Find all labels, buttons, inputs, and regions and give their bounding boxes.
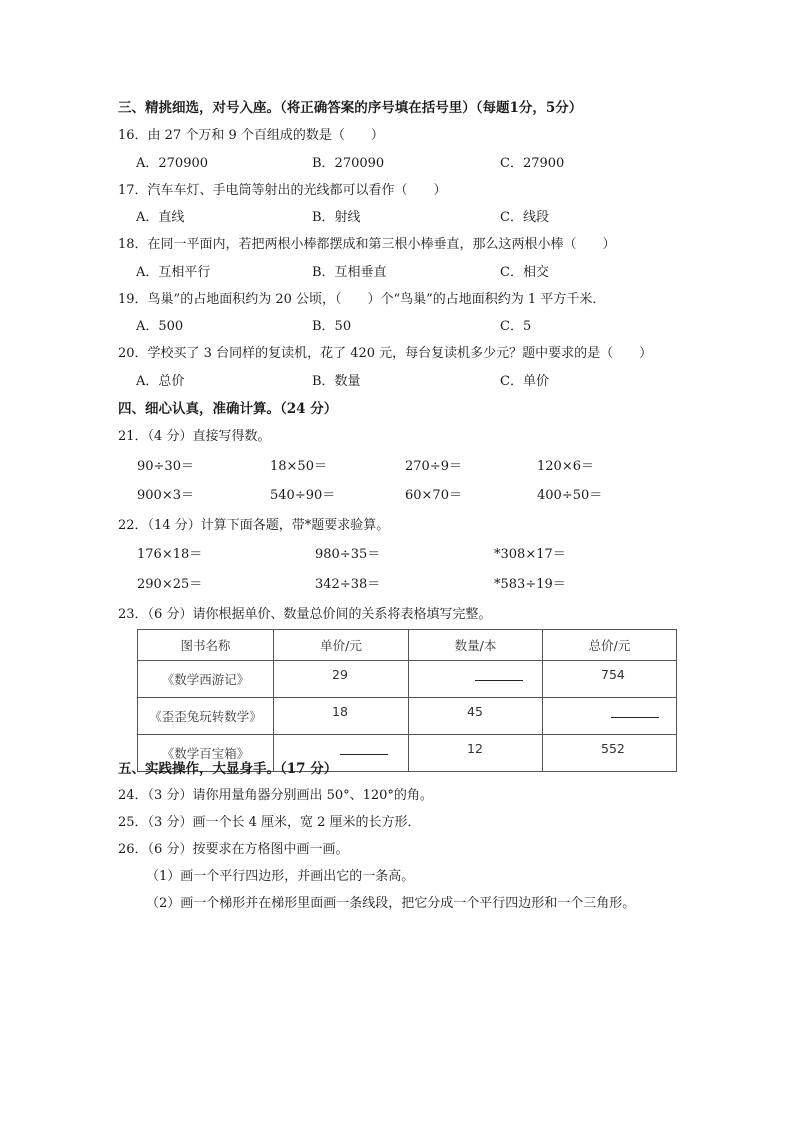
table-row	[138, 661, 677, 698]
answer-blank[interactable]	[340, 741, 388, 755]
question-25: 25．（3 分）画一个长 4 厘米，宽 2 厘米的长方形．	[118, 815, 421, 830]
answer-blank[interactable]	[475, 667, 523, 681]
question-23: 23．（6 分）请你根据单价、数量总价间的关系将表格填写完整。	[118, 607, 492, 622]
question-16: 16．由 27 个万和 9 个百组成的数是（ ）	[118, 128, 384, 143]
quantity-blank-cell[interactable]	[409, 661, 543, 698]
quantity-cell: 12	[409, 735, 543, 772]
table-header-row	[138, 630, 677, 661]
unit-price-cell: 29	[274, 661, 409, 698]
q21-item: 90÷30＝	[137, 459, 194, 474]
q17-option-c: C．线段	[500, 210, 549, 225]
q21-item: 120×6＝	[537, 459, 594, 474]
q19-option-b: B．50	[312, 319, 352, 334]
section-5-title: 五、实践操作，大显身手。（17 分）	[118, 761, 338, 777]
q17-option-a: A．直线	[136, 210, 185, 225]
q22-item: 176×18＝	[137, 547, 203, 562]
section-3-title: 三、精挑细选，对号入座。（将正确答案的序号填在括号里）（每题1分，5分）	[118, 100, 583, 116]
book-price-table	[137, 629, 677, 772]
total-blank-cell[interactable]	[543, 698, 677, 735]
q21-item: 540÷90＝	[270, 488, 336, 503]
q19-option-a: A．500	[136, 319, 184, 334]
q21-item: 270÷9＝	[405, 459, 462, 474]
q20-option-c: C．单价	[500, 374, 549, 389]
question-26-part-1: （1）画一个平行四边形，并画出它的一条高。	[146, 869, 415, 884]
question-24: 24．（3 分）请你用量角器分别画出 50°、120°的角。	[118, 788, 433, 803]
total-price-cell: 754	[543, 661, 677, 698]
q16-option-b: B．270090	[312, 156, 385, 171]
book-name-cell: 《数学西游记》	[138, 661, 274, 698]
q20-option-a: A．总价	[136, 374, 185, 389]
q20-option-b: B．数量	[312, 374, 361, 389]
table-header: 图书名称	[138, 630, 274, 661]
q22-item: 980÷35＝	[315, 547, 381, 562]
unit-price-cell: 18	[274, 698, 409, 735]
q16-option-c: C．27900	[500, 156, 565, 171]
question-26: 26．（6 分）按要求在方格图中画一画。	[118, 842, 349, 857]
question-17: 17．汽车车灯、手电筒等射出的光线都可以看作（ ）	[118, 183, 447, 198]
q21-item: 60×70＝	[405, 488, 462, 503]
question-18: 18．在同一平面内，若把两根小棒都摆成和第三根小棒垂直，那么这两根小棒（ ）	[118, 237, 616, 252]
q21-item: 900×3＝	[137, 488, 194, 503]
question-21: 21．（4 分）直接写得数。	[118, 429, 271, 444]
question-20: 20．学校买了 3 台同样的复读机，花了 420 元，每台复读机多少元？题中要求的是（ ）	[118, 346, 653, 361]
q18-option-a: A．互相平行	[136, 265, 211, 280]
q19-option-c: C．5	[500, 319, 532, 334]
q22-item: 342÷38＝	[315, 577, 381, 592]
table-header: 总价/元	[543, 630, 677, 661]
q18-option-b: B．互相垂直	[312, 265, 387, 280]
q17-option-b: B．射线	[312, 210, 361, 225]
q18-option-c: C．相交	[500, 265, 549, 280]
q22-item: *308×17＝	[494, 547, 566, 562]
q21-item: 400÷50＝	[537, 488, 603, 503]
total-price-cell: 552	[543, 735, 677, 772]
table-row	[138, 698, 677, 735]
q16-option-a: A．270900	[136, 156, 209, 171]
table-header: 单价/元	[274, 630, 409, 661]
question-19: 19．鸟巢”的占地面积约为 20 公顷，（ ）个“鸟巢”的占地面积约为 1 平方千米．	[118, 292, 606, 307]
question-26-part-2: （2）画一个梯形并在梯形里面画一条线段，把它分成一个平行四边形和一个三角形。	[146, 896, 636, 911]
section-4-title: 四、细心认真，准确计算。（24 分）	[118, 401, 338, 417]
answer-blank[interactable]	[611, 704, 659, 718]
quantity-cell: 45	[409, 698, 543, 735]
book-name-cell: 《数学百宝箱》	[138, 735, 274, 772]
q22-item: 290×25＝	[137, 577, 203, 592]
table-header: 数量/本	[409, 630, 543, 661]
book-name-cell: 《歪歪兔玩转数学》	[138, 698, 274, 735]
q21-item: 18×50＝	[270, 459, 327, 474]
question-22: 22．（14 分）计算下面各题，带*题要求验算。	[118, 518, 390, 533]
q22-item: *583÷19＝	[494, 577, 566, 592]
